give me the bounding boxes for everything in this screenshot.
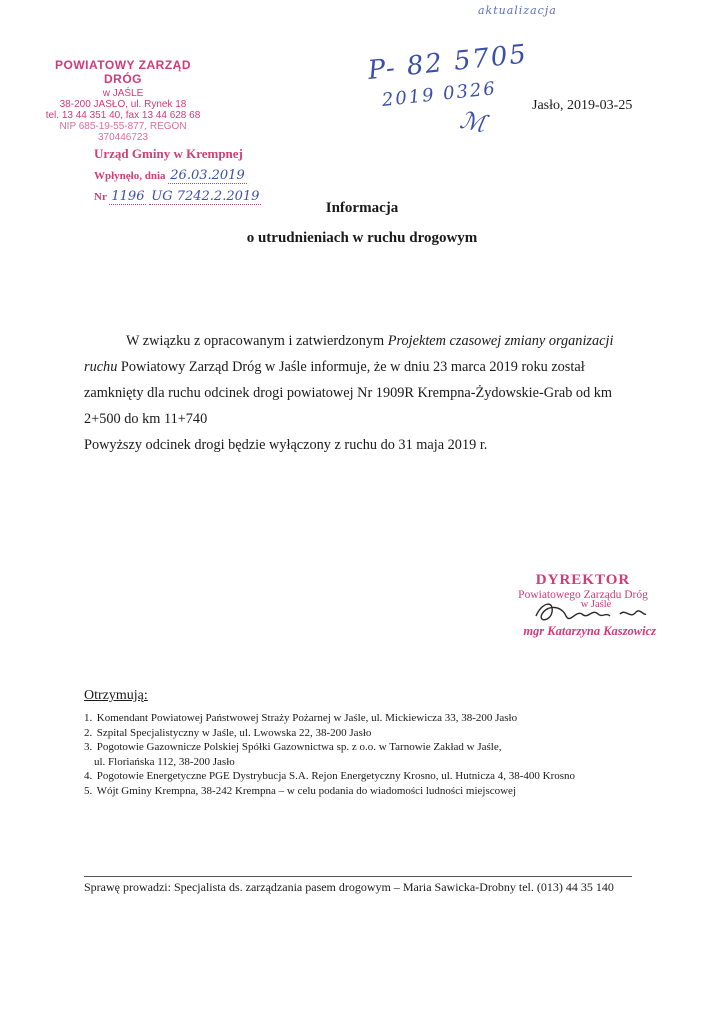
received-number-value: 1196 xyxy=(111,189,145,204)
recipients-list xyxy=(84,711,684,798)
signature-stamp-city: w Jaśle xyxy=(580,599,612,610)
handwritten-registration-number: P- 82 5705 xyxy=(366,39,530,86)
document-body xyxy=(84,328,644,458)
issuer-stamp-ids: NIP 685-19-55-877, REGON 370446723 xyxy=(59,121,187,143)
document-date: Jasło, 2019-03-25 xyxy=(532,98,633,113)
body-p1-italic: Projektem czasowej zmiany organizacji ruchu xyxy=(84,333,614,375)
document-subtitle: o utrudnieniach w ruchu drogowym xyxy=(246,230,478,246)
recipients-heading: Otrzymują: xyxy=(84,688,148,703)
handwritten-signature xyxy=(528,594,648,628)
body-p1-start: W związku z opracowanym i zatwierdzonym xyxy=(126,333,388,349)
handwritten-initial-mark: ℳ xyxy=(457,105,488,139)
received-stamp-date-row xyxy=(94,168,274,183)
received-case-ref: UG 7242.2.2019 xyxy=(151,189,260,204)
issuer-stamp-city: w JAŚLE xyxy=(102,88,144,99)
body-paragraph-1 xyxy=(84,328,644,432)
footer-contact: Sprawę prowadzi: Specjalista ds. zarządzania pasem drogowym – Maria Sawicka-Drobny tel. (013) 44 35 140 xyxy=(84,880,614,894)
list-item: 3. Pogotowie Gazownicze Polskiej Spółki Gazownictwa sp. z o.o. w Tarnowie Zakład w Jaśle, ul. Floriańska 112, 38-200 Jasło xyxy=(84,741,502,768)
issuer-stamp-phone: tel. 13 44 351 40, fax 13 44 628 68 xyxy=(45,110,201,121)
list-item: 1. Komendant Powiatowej Państwowej Straży Pożarnej w Jaśle, ul. Mickiewicza 33, 38-200 Jasło xyxy=(84,712,518,724)
received-number-label: Nr xyxy=(94,191,107,203)
issuer-stamp-name: POWIATOWY ZARZĄD DRÓG xyxy=(55,58,191,86)
list-item: 2. Szpital Specjalistyczny w Jaśle, ul. Lwowska 22, 38-200 Jasło xyxy=(84,726,372,739)
received-date-value: 26.03.2019 xyxy=(170,168,245,183)
issuer-stamp xyxy=(38,58,208,143)
signature-stamp-name: mgr Katarzyna Kaszowicz xyxy=(523,624,656,638)
handwritten-registration-date: 2019 0326 xyxy=(380,78,498,111)
body-paragraph-2: Powyższy odcinek drogi będzie wyłączony z ruchu do 31 maja 2019 r. xyxy=(84,437,488,453)
list-item: 4. Pogotowie Energetyczne PGE Dystrybucja S.A. Rejon Energetyczny Krosno, ul. Hutnicza 4, 38-400 Krosno xyxy=(84,770,576,782)
footer-divider xyxy=(84,876,632,877)
issuer-stamp-address: 38-200 JASŁO, ul. Rynek 18 xyxy=(59,99,187,110)
received-stamp-office: Urząd Gminy w Krempnej xyxy=(94,146,243,161)
signature-stamp-office: Powiatowego Zarządu Dróg xyxy=(518,589,648,601)
list-item: 5. Wójt Gminy Krempna, 38-242 Krempna – w celu podania do wiadomości ludności miejscowej xyxy=(84,784,516,797)
handwritten-note: aktualizacja xyxy=(478,4,557,17)
received-date-label: Wpłynęło, dnia xyxy=(94,170,166,182)
received-stamp xyxy=(94,146,274,204)
document-title: Informacja xyxy=(325,200,399,216)
signature-stamp-title: DYREKTOR xyxy=(535,572,631,588)
body-p1-end: Powiatowy Zarząd Dróg w Jaśle informuje, że w dniu 23 marca 2019 roku został zamknięty dla ruchu odcinek drogi powiatowej Nr 1909R Krempna-Żydowskie-Grab od km 2+500 do km 11+740 xyxy=(84,359,613,427)
